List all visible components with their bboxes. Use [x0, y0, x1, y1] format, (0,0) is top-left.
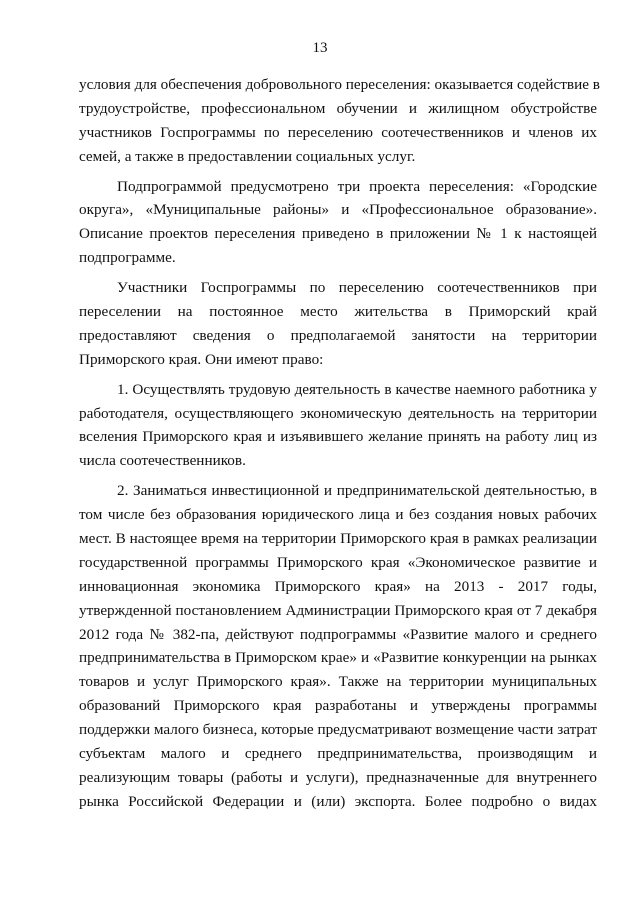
text-line: Приморского края. Они имеют право:: [79, 350, 324, 368]
text-line: поддержки малого бизнеса, которые предусматривают возмещение части затрат: [79, 721, 597, 739]
text-line: субъектам малого и среднего предпринимательства, производящим и: [79, 745, 597, 763]
text-line: предоставляют сведения о предполагаемой занятости на территории: [79, 326, 597, 344]
text-line: 1. Осуществлять трудовую деятельность в качестве наемного работника у: [117, 380, 597, 398]
text-line: товаров и услуг Приморского края». Также на территории муниципальных: [79, 673, 597, 691]
text-line: трудоустройстве, профессиональном обучении и жилищном обустройстве: [79, 99, 597, 117]
text-line: том числе без образования юридического лица и без создания новых рабочих: [79, 506, 597, 524]
text-line: подпрограмме.: [79, 249, 176, 267]
text-line: переселении на постоянное место жительства в Приморский край: [79, 303, 597, 321]
text-line: Подпрограммой предусмотрено три проекта переселения: «Городские: [117, 177, 597, 195]
paragraph-3: [79, 276, 597, 372]
text-line: Участники Госпрограммы по переселению соотечественников при: [117, 279, 597, 297]
text-line: 2012 года № 382-па, действуют подпрограммы «Развитие малого и среднего: [79, 625, 597, 643]
text-line: предпринимательства в Приморском крае» и «Развитие конкуренции на рынках: [79, 649, 597, 667]
text-line: утвержденной постановлением Администрации Приморского края от 7 декабря: [79, 601, 597, 619]
text-line: вселения Приморского края и изъявившего желание принять на работу лиц из: [79, 428, 597, 446]
text-line: Описание проектов переселения приведено в приложении № 1 к настоящей: [79, 225, 597, 243]
paragraph-5: [79, 479, 597, 813]
text-line: работодателя, осуществляющего экономическую деятельность на территории: [79, 404, 597, 422]
paragraph-4: [79, 378, 597, 474]
text-line: 2. Заниматься инвестиционной и предпринимательской деятельностью, в: [117, 482, 597, 500]
text-line: реализующим товары (работы и услуги), предназначенные для внутреннего: [79, 768, 597, 786]
text-line: мест. В настоящее время на территории Приморского края в рамках реализации: [79, 530, 597, 548]
text-line: образований Приморского края разработаны и утверждены программы: [79, 697, 597, 715]
text-line: округа», «Муниципальные районы» и «Профессиональное образование».: [79, 201, 597, 219]
page-number: 13: [312, 40, 328, 56]
text-line: инновационная экономика Приморского края» на 2013 - 2017 годы,: [79, 577, 597, 595]
text-line: участников Госпрограммы по переселению соотечественников и членов их: [79, 123, 597, 141]
body-text: [79, 73, 600, 820]
text-line: рынка Российской Федерации и (или) экспорта. Более подробно о видах: [79, 792, 597, 810]
paragraph-1: [79, 73, 600, 169]
text-line: государственной программы Приморского края «Экономическое развитие и: [79, 553, 597, 571]
text-line: числа соотечественников.: [79, 452, 246, 470]
text-line: семей, а также в предоставлении социальных услуг.: [79, 147, 416, 165]
paragraph-2: [79, 175, 597, 271]
text-line: условия для обеспечения добровольного переселения: оказывается содействие в: [79, 76, 600, 93]
